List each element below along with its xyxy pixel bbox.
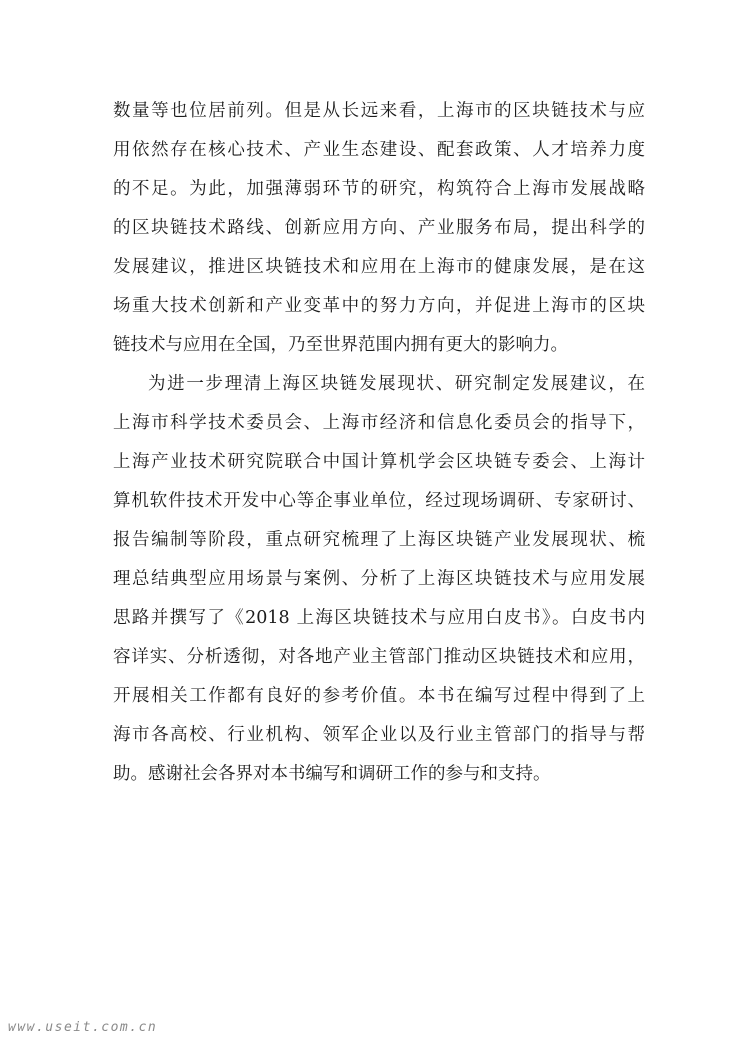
text-line: 理总结典型应用场景与案例、分析了上海区块链技术与应用发展 xyxy=(113,569,645,589)
text-line: 用依然存在核心技术、产业生态建设、配套政策、人才培养力度 xyxy=(113,140,645,160)
text-line: 海市各高校、行业机构、领军企业以及行业主管部门的指导与帮 xyxy=(113,725,645,745)
text-line: 思路并撰写了《2018 上海区块链技术与应用白皮书》。白皮书内 xyxy=(113,608,645,628)
text-line: 场重大技术创新和产业变革中的努力方向，并促进上海市的区块 xyxy=(113,296,645,316)
text-line: 算机软件技术开发中心等企事业单位，经过现场调研、专家研讨、 xyxy=(113,491,645,511)
text-line: 为进一步理清上海区块链发展现状、研究制定发展建议，在 xyxy=(148,374,645,394)
text-line: 容详实、分析透彻，对各地产业主管部门推动区块链技术和应用， xyxy=(113,647,645,667)
text-line: 发展建议，推进区块链技术和应用在上海市的健康发展，是在这 xyxy=(113,257,645,277)
text-line: 的不足。为此，加强薄弱环节的研究，构筑符合上海市发展战略 xyxy=(113,179,645,199)
text-line: 数量等也位居前列。但是从长远来看，上海市的区块链技术与应 xyxy=(113,101,645,121)
text-line: 报告编制等阶段，重点研究梳理了上海区块链产业发展现状、梳 xyxy=(113,530,645,550)
text-line: 上海产业技术研究院联合中国计算机学会区块链专委会、上海计 xyxy=(113,452,645,472)
paragraph-1 xyxy=(113,92,645,365)
text-line: 上海市科学技术委员会、上海市经济和信息化委员会的指导下， xyxy=(113,413,645,433)
text-line: 助。感谢社会各界对本书编写和调研工作的参与和支持。 xyxy=(113,764,551,784)
watermark: www.useit.com.cn xyxy=(8,1020,158,1035)
paragraph-2 xyxy=(113,365,645,794)
text-line: 的区块链技术路线、创新应用方向、产业服务布局，提出科学的 xyxy=(113,218,645,238)
text-line: 开展相关工作都有良好的参考价值。本书在编写过程中得到了上 xyxy=(113,686,645,706)
text-line: 链技术与应用在全国，乃至世界范围内拥有更大的影响力。 xyxy=(113,335,568,355)
body-text xyxy=(113,92,645,794)
